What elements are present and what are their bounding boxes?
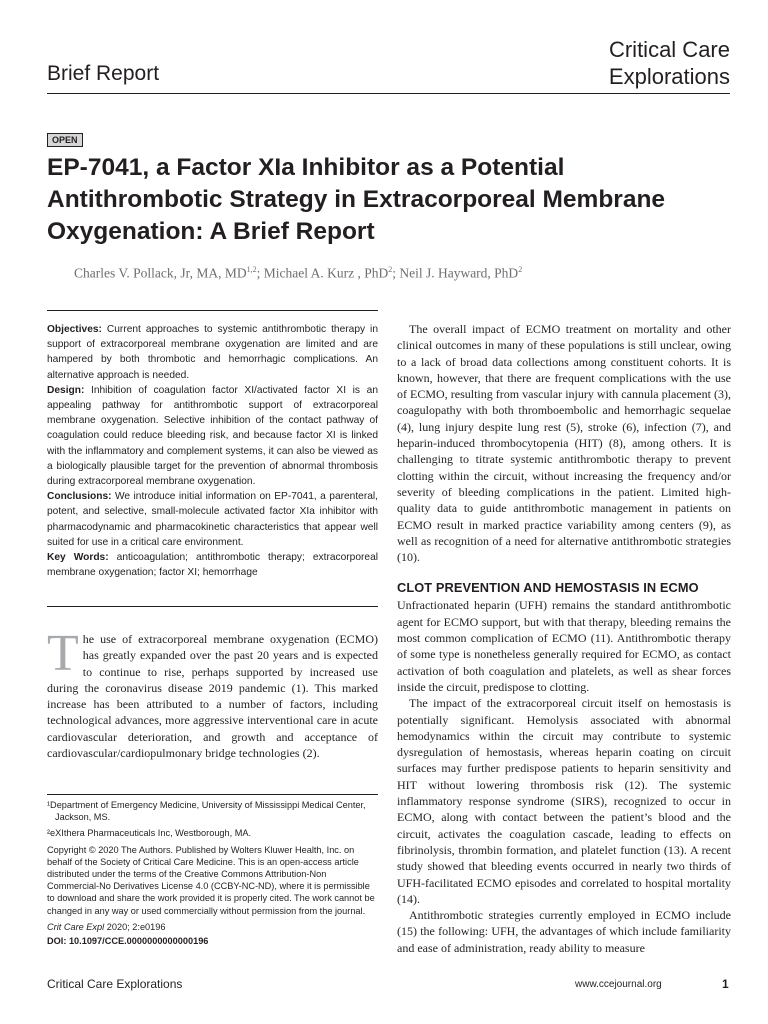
abstract-design [47, 383, 378, 489]
footnote-affiliation-2: ²eXIthera Pharmaceuticals Inc, Westborough, MA. [47, 828, 252, 839]
abstract-conclusions [47, 489, 378, 550]
conclusions-label: Conclusions: [47, 491, 112, 503]
footer-journal-name: Critical Care Explorations [47, 977, 183, 991]
author-3-affiliation: 2 [518, 265, 523, 274]
intro-text: he use of extracorporeal membrane oxygenation (ECMO) has greatly expanded over the past 20 years and is expected to continue to rise, perhaps supported by increased use during the coronavirus disease 2019 pandemic (1). This marked increase has been attributed to a number of factors, including technological advances, more aggressive interventional care in acute cardiovascular deterioration, and growth and acceptance of cardiovascular/cardiopulmonary bridge technologies (2). [47, 632, 378, 761]
article-title: EP-7041, a Factor XIa Inhibitor as a Potential Antithrombotic Strategy in Extracorporeal Membrane Oxygenation: A Brief Report [47, 154, 666, 245]
objectives-label: Objectives: [47, 324, 102, 335]
copyright-notice: Copyright © 2020 The Authors. Published by Wolters Kluwer Health, Inc. on behalf of the Society of Critical Care Medicine. This is an open-access article distributed under the terms of the Creative Commons Attribution-Non Commercial-No Derivatives License 4.0 (CCBY-NC-ND), where it is permissible to download and share the work provided it is properly cited. The work cannot be changed in any way or used commercially without permission from the journal. [47, 844, 375, 916]
objectives-text: Current approaches to systemic antithrombotic therapy in support of extracorporeal membrane oxygenation are limited and are hampered by both thrombotic and hemorrhagic complications. An alternative approach is needed. [47, 324, 378, 381]
body-paragraph-2: Unfractionated heparin (UFH) remains the standard antithrombotic agent for ECMO support, but with that therapy, bleeding remains the most common complication of ECMO (11). Antithrombotic therapy of some type is nonetheless generally required for ECMO, as contact activation of both coagulation and platelets, as well as shear forces inside the circuit, predispose to clotting. [397, 598, 731, 694]
intro-paragraph [47, 625, 378, 761]
abstract-objectives [47, 322, 378, 383]
body-paragraph-4: Antithrombotic strategies currently employed in ECMO include (15) the following: UFH, the advantages of which include familiarity and ease of administration, ready ability to measure [397, 908, 731, 955]
keywords-label: Key Words: [47, 552, 109, 564]
abstract-top-divider [47, 310, 378, 311]
footnote-affiliation-1: ¹Department of Emergency Medicine, University of Mississippi Medical Center, Jackson, MS. [47, 800, 366, 823]
section-label: Brief Report [47, 62, 160, 85]
journal-name-line1: Critical Care [608, 37, 730, 62]
footer-url-link[interactable]: www.ccejournal.org [575, 979, 662, 990]
journal-name-line2: Explorations [608, 64, 730, 89]
right-column [397, 321, 731, 956]
citation-volume: 2020; 2:e0196 [104, 921, 166, 932]
citation-line [47, 921, 378, 933]
page-number: 1 [722, 977, 729, 991]
citation-journal: Crit Care Expl [47, 921, 105, 932]
keywords-text: anticoagulation; antithrombotic therapy; extracorporeal membrane oxygenation; factor XI; hemorrhage [47, 552, 379, 579]
header-divider [47, 93, 730, 94]
author-list [74, 265, 522, 282]
body-paragraph-1: The overall impact of ECMO treatment on mortality and other clinical outcomes in many of these populations is still unclear, owing to a lack of broad data collections among constituent cohorts. It is known, however, that there are frequent complications with the use of ECMO, resulting from vascular injury with cannula placement (3), coagulopathy with both thromboembolic and hemorrhagic sequelae (4), lung injury despite lung rest (5), stroke (6), infection (7), and heparin-induced thrombocytopenia (HIT) (8), among others. It is challenging to titrate systemic antithrombotic therapy to prevent clotting within the circuit, without increasing the frequency and/or severity of bleeding complications in the patient. Limited high-quality data to guide antithrombotic management in patients on ECMO result in marked practice variability among centers (9), as well as recognition of a need for alternative antithrombotic strategies (10). [397, 322, 731, 565]
conclusions-text: We introduce initial information on EP-7041, a parenteral, potent, and selective, small-molecule activated factor XIa inhibitor with pharmacodynamic and pharmacokinetic characteristics that appear well suited for use in a critical care environment. [47, 491, 378, 548]
doi-link[interactable]: DOI: 10.1097/CCE.0000000000000196 [47, 936, 209, 947]
footnote-divider [47, 794, 378, 795]
design-label: Design: [47, 384, 85, 396]
author-1-affiliation: 1,2 [246, 265, 257, 274]
abstract-keywords [47, 550, 378, 580]
design-text: Inhibition of coagulation factor XI/activated factor XI is an appealing pathway for antithrombotic support of extracorporeal membrane oxygenation. Selective inhibition of the contact pathway of coagulation could reduce bleeding risk, and because factor XI is linked with the inflammatory and complement systems, it can also be viewed as a biologically plausible target for the prevention of abnormal thrombosis during extracorporeal membrane oxygenation. [47, 384, 378, 488]
author-1: Charles V. Pollack, Jr, MA, MD [74, 265, 247, 281]
section-heading: CLOT PREVENTION AND HEMOSTASIS IN ECMO [397, 580, 699, 596]
drop-cap: T [47, 625, 79, 682]
journal-name [609, 36, 730, 90]
author-2: ; Michael A. Kurz , PhD [256, 265, 389, 281]
open-access-badge: OPEN [47, 133, 83, 147]
author-3: ; Neil J. Hayward, PhD [392, 265, 519, 281]
footnotes [47, 799, 378, 951]
abstract-bottom-divider [47, 606, 378, 607]
author-2-affiliation: 2 [388, 265, 393, 274]
abstract [47, 322, 378, 580]
body-paragraph-3: The impact of the extracorporeal circuit itself on hemostasis is potentially significant. Hemolysis associated with abnormal hemodynamics within the circuit may contribute to systemic dysregulation of hemostasis, whereas heparin coating on circuit surfaces may further predispose patients to heparin sensitivity and HIT without lowering thrombosis risk (12). The systemic inflammatory response syndrome (SIRS), recognized to occur in ECMO, along with contact between the patient’s blood and the circuit, activates the coagulation cascade, leading to effects on fibrinolysis, thrombin formation, and platelet function (13). A recent study showed that bleeding events occurred in nearly two thirds of UFH-facilitated ECMO episodes and correlated to hospital mortality (14). [397, 696, 731, 906]
